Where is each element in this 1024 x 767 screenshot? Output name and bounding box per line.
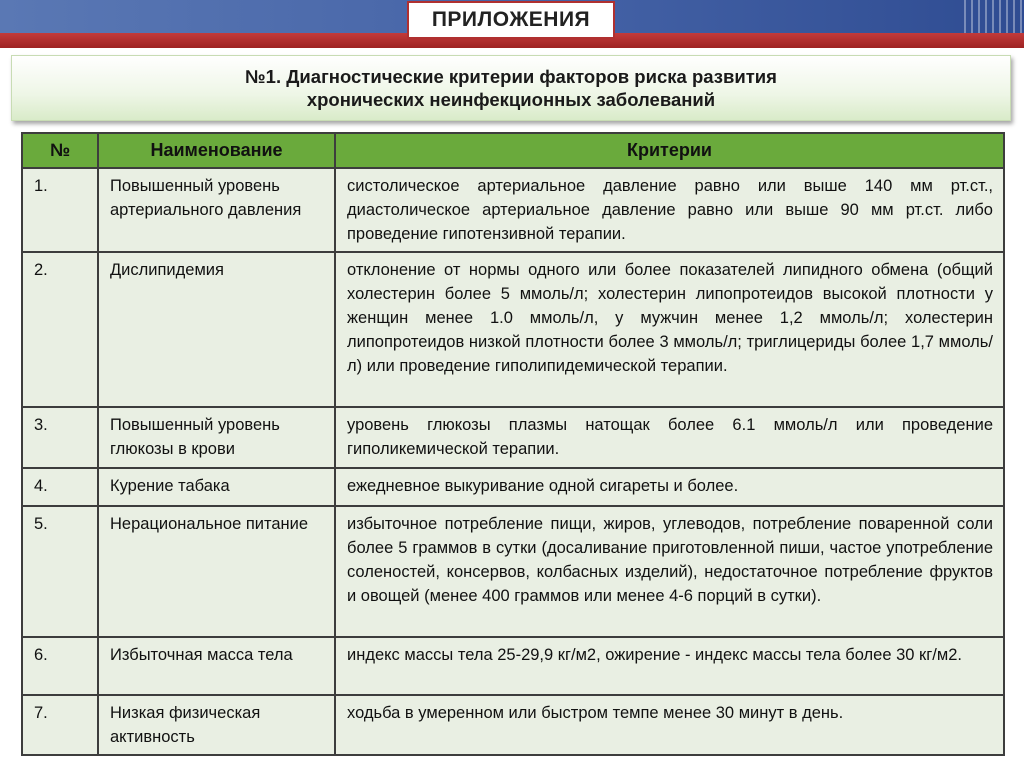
row-criteria: индекс массы тела 25-29,9 кг/м2, ожирение - индекс массы тела более 30 кг/м2. <box>335 637 1004 695</box>
column-header-number: № <box>22 133 98 168</box>
column-header-criteria: Критерии <box>335 133 1004 168</box>
table-row <box>22 252 1004 407</box>
table-row <box>22 407 1004 468</box>
row-name: Повышенный уровень глюкозы в крови <box>98 407 335 468</box>
title-line-2: хронических неинфекционных заболеваний <box>306 89 716 110</box>
document-title <box>11 55 1011 121</box>
row-number: 4. <box>22 468 98 506</box>
title-line-1: №1. Диагностические критерии факторов риска развития <box>245 66 777 87</box>
row-name: Дислипидемия <box>98 252 335 407</box>
row-number: 1. <box>22 168 98 252</box>
row-name: Повышенный уровень артериального давления <box>98 168 335 252</box>
row-criteria: отклонение от нормы одного или более показателей липидного обмена (общий холестерин более 5 ммоль/л; холестерин липопротеидов высокой плотности у женщин менее 1.0 ммоль/л, у мужчин менее 1,2 ммоль/л; холестерин липопротеидов низкой плотности более 3 ммоль/л; триглицериды более 1,7 ммоль/л) или проведение гиполипидемической терапии. <box>335 252 1004 407</box>
row-name: Избыточная масса тела <box>98 637 335 695</box>
row-number: 2. <box>22 252 98 407</box>
row-number: 5. <box>22 506 98 637</box>
row-criteria: ежедневное выкуривание одной сигареты и более. <box>335 468 1004 506</box>
table-row <box>22 468 1004 506</box>
table-row <box>22 695 1004 755</box>
row-number: 3. <box>22 407 98 468</box>
criteria-table <box>21 132 1005 756</box>
table-header-row <box>22 133 1004 168</box>
row-name: Нерациональное питание <box>98 506 335 637</box>
row-criteria: избыточное потребление пищи, жиров, углеводов, потребление поваренной соли более 5 граммов в сутки (досаливание приготовленной пиши, частое употребление соленостей, консервов, колбасных изделий), недостаточное потребление фруктов и овощей (менее 400 граммов или менее 4-6 порций в сутки). <box>335 506 1004 637</box>
column-header-name: Наименование <box>98 133 335 168</box>
table-row <box>22 506 1004 637</box>
section-title: ПРИЛОЖЕНИЯ <box>407 1 615 39</box>
row-number: 7. <box>22 695 98 755</box>
table-row <box>22 637 1004 695</box>
row-criteria: систолическое артериальное давление равно или выше 140 мм рт.ст., диастолическое артериальное давление равно или выше 90 мм рт.ст. либо проведение гипотензивной терапии. <box>335 168 1004 252</box>
row-criteria: ходьба в умеренном или быстром темпе менее 30 минут в день. <box>335 695 1004 755</box>
row-criteria: уровень глюкозы плазмы натощак более 6.1 ммоль/л или проведение гиполикемической терапии. <box>335 407 1004 468</box>
row-name: Низкая физическая активность <box>98 695 335 755</box>
row-number: 6. <box>22 637 98 695</box>
row-name: Курение табака <box>98 468 335 506</box>
table-row <box>22 168 1004 252</box>
